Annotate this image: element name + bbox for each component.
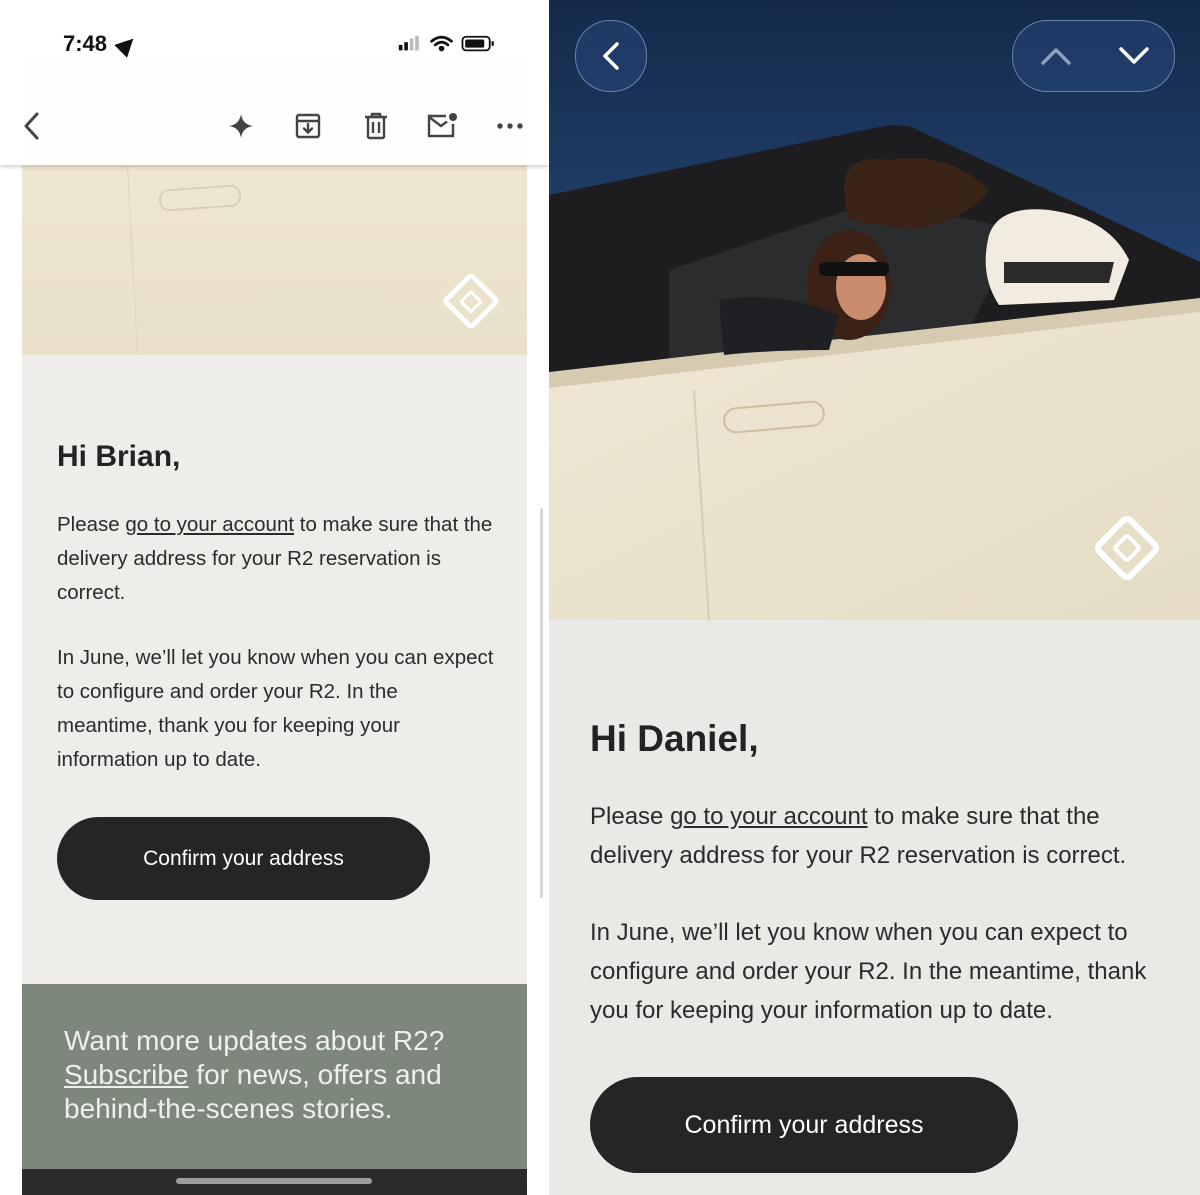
confirm-address-button[interactable]: Confirm your address [590,1077,1018,1173]
paragraph-text: to make sure that the delivery address for your R2 reservation is correct. [57,513,493,604]
email-body [22,0,527,1195]
mail-toolbar [0,0,549,165]
back-button[interactable] [14,108,50,144]
chevron-left-icon [22,111,42,141]
door-seam [127,165,138,355]
account-link[interactable]: go to your account [125,513,295,536]
confirm-address-button[interactable]: Confirm your address [57,817,430,900]
previous-message-button[interactable] [1021,21,1091,91]
paragraph-text: Please [57,513,126,536]
promo-banner [22,984,527,1169]
rivian-logo-icon [441,271,500,330]
paragraph-text: to make sure that the delivery address for your R2 reservation is correct. [590,803,1127,869]
sparkle-button[interactable] [223,108,259,144]
mark-unread-button[interactable] [424,108,460,144]
paragraph-address [57,508,497,610]
account-link[interactable]: go to your account [670,803,868,830]
location-arrow-icon [114,32,139,57]
greeting: Hi Daniel, [590,718,759,759]
paragraph-address [590,797,1175,875]
archive-icon [294,112,322,140]
delete-button[interactable] [358,108,394,144]
chevron-up-icon [1040,46,1072,66]
archive-button[interactable] [290,108,326,144]
hero-image-driver [549,0,1200,620]
chevron-left-icon [600,40,622,72]
chevron-down-icon [1118,46,1150,66]
subscribe-link[interactable]: Subscribe [64,1059,189,1090]
home-indicator [176,1178,372,1184]
door-handle [158,184,241,212]
paragraph-text: Please [590,803,671,830]
trash-icon [363,112,389,140]
next-message-button[interactable] [1099,21,1169,91]
more-button[interactable] [492,108,528,144]
status-icons [392,34,502,54]
wifi-icon [432,37,452,50]
mark-unread-icon [426,112,458,140]
paragraph-june: In June, we’ll let you know when you can expect to configure and order your R2. In the meantime, thank you for keeping your information up to date. [590,919,1147,1024]
status-time: 7:48 [63,31,108,56]
left-email-screen [0,0,549,1195]
battery-icon [462,37,493,51]
signal-icon [399,36,419,51]
email-body [549,620,1200,1195]
promo-text [64,1024,484,1126]
greeting: Hi Brian, [57,440,181,473]
paragraph-june: In June, we’ll let you know when you can expect to configure and order your R2. In the meantime, thank you for keeping your information up to date. [57,646,494,771]
sparkle-icon [228,113,254,139]
promo-rest: for news, offers and behind-the-scenes stories. [64,1059,442,1124]
back-button[interactable] [575,20,647,92]
scrollbar[interactable] [540,508,543,898]
more-icon [497,122,523,130]
message-nav [1012,20,1175,92]
hero-photo [549,0,1200,620]
promo-line: Want more updates about R2? [64,1025,445,1056]
right-email-screen [549,0,1200,1195]
